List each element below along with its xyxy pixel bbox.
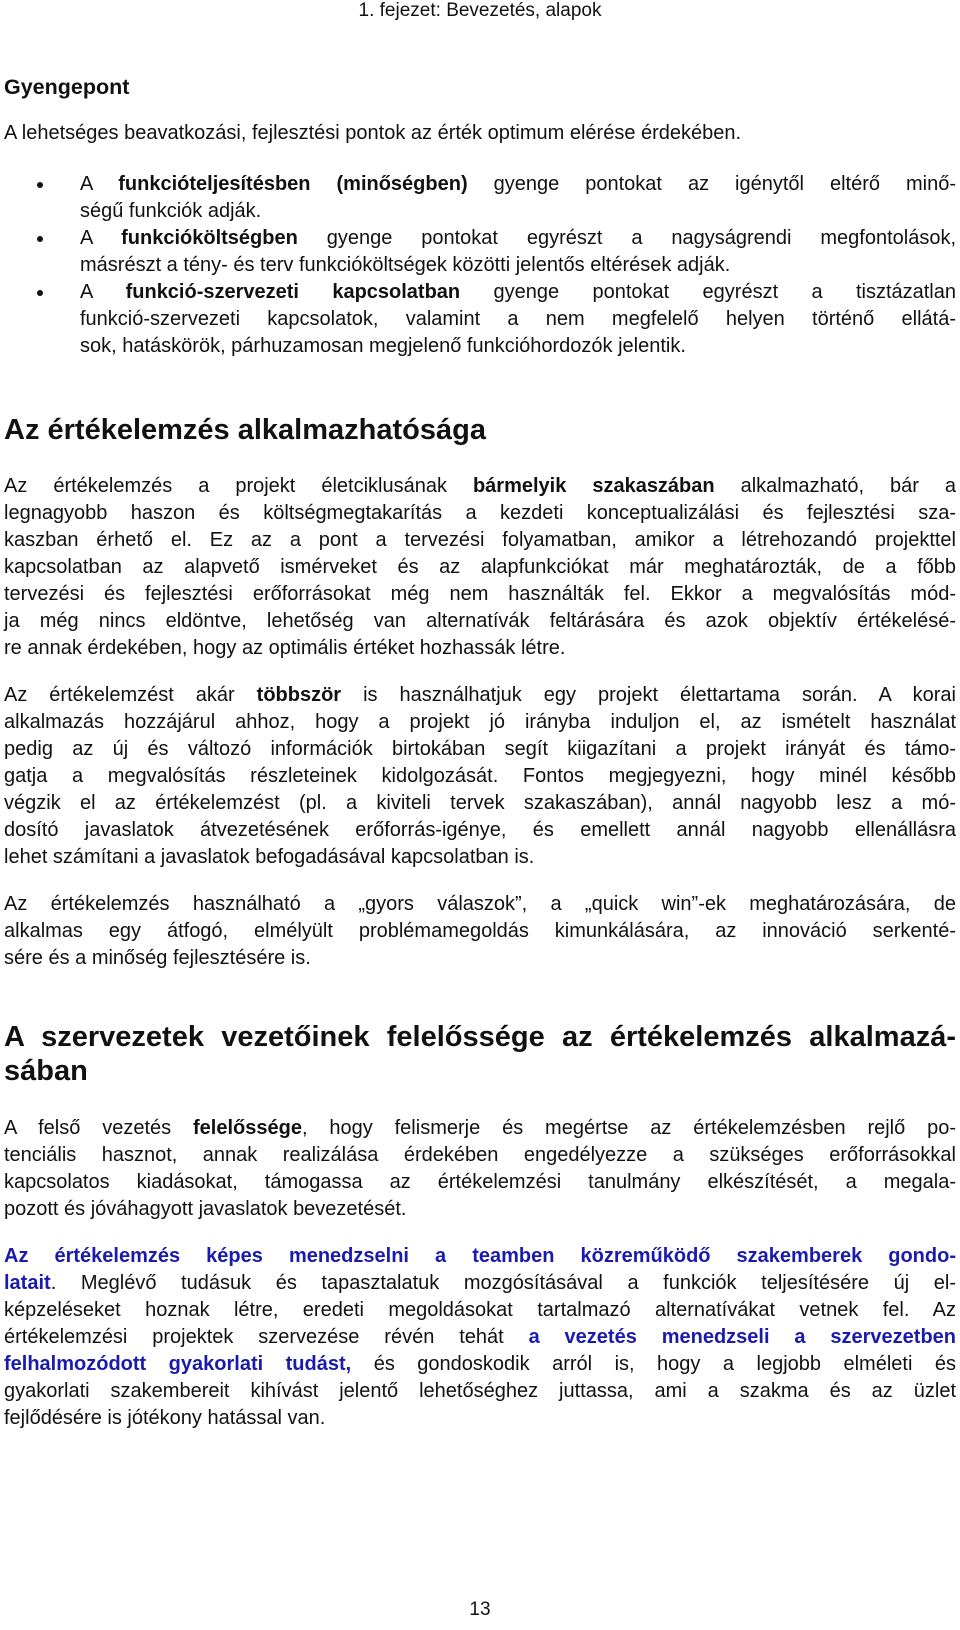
text-line: gatja a megvalósítás részleteinek kidolgozását. Fontos megjegyezni, hogy minél később [4,765,956,787]
page-content [4,74,956,1432]
text-line: sére és a minőség fejlesztésére is. [4,947,311,969]
text-line: alkalmas egy átfogó, elmélyült problémamegoldás kimunkálására, az innováció serkenté- [4,920,956,942]
text-run: , hogy felismerje és megértse az értékelemzésben rejlő po- [301,1117,957,1139]
text-line: alkalmazás hozzájárul ahhoz, hogy a projekt jó irányba induljon el, az ismételt használat [4,711,956,733]
bullet-dot-icon [37,182,43,188]
list-item [4,225,956,279]
blue-emphasis: felhalmozódott gyakorlati tudást, [4,1353,352,1375]
text-line: sok, hatáskörök, párhuzamosan megjelenő funkcióhordozók jelentik. [80,335,686,357]
text-run: A felső vezetés [4,1117,194,1139]
heading-line: A szervezetek vezetőinek felelőssége az értékelemzés alkalmazá- [4,1021,956,1053]
text-line: pozott és jóváhagyott javaslatok bevezetését. [4,1198,407,1220]
section-heading-felelosseg [4,1020,956,1054]
text-run: A [80,227,122,249]
running-head: 1. fejezet: Bevezetés, alapok [358,0,602,21]
text-run: és gondoskodik arról is, hogy a legjobb elméleti és [351,1353,957,1375]
text-run: alkalmazható, bár a [714,475,956,497]
text-line: funkció-szervezeti kapcsolatok, valamint a nem megfelelő helyen történő ellátá- [80,308,956,330]
bold-term: többször [256,684,342,706]
text-line: lehet számítani a javaslatok befogadásával kapcsolatban is. [4,846,535,868]
list-item [4,279,956,360]
text-line: pedig az új és változó információk birtokában segít kiigazítani a projekt irányát és támo- [4,738,956,760]
bold-term: funkció-szervezeti kapcsolatban [125,281,461,303]
section-heading-alkalmazhatosag: Az értékelemzés alkalmazhatósága [4,414,486,446]
paragraph [4,1115,956,1223]
text-line: ségű funkciók adják. [80,200,262,222]
bold-term: felelőssége [193,1117,302,1139]
text-run: A [80,281,126,303]
text-run: . Meglévő tudásuk és tapasztalatuk mozgósításával a funkciók teljesítésére új el- [50,1272,956,1294]
bold-term: funkcióteljesítésben (minőségben) [118,173,468,195]
text-run: gyenge pontokat egyrészt a nagyságrendi megfontolások, [297,227,956,249]
paragraph [4,1243,956,1432]
text-run: is használhatjuk egy projekt élettartama során. A korai [341,684,956,706]
text-run: A [80,173,119,195]
text-line: Az értékelemzés használható a „gyors válaszok”, a „quick win”-ek meghatározására, de [4,893,956,915]
text-line: végzik el az értékelemzést (pl. a kiviteli tervek szakaszában), annál nagyobb lesz a mó- [4,792,956,814]
text-line: tenciális hasznot, annak realizálása érdekében engedélyezze a szükséges erőforrásokkal [4,1144,956,1166]
paragraph [4,682,956,871]
blue-emphasis: a vezetés menedzseli a szervezetben [528,1326,957,1348]
text-line: gyakorlati szakembereit kihívást jelentő lehetőséghez juttassa, ami a szakma és az üzlet [4,1380,956,1402]
text-line: másrészt a tény- és terv funkcióköltségek közötti jelentős eltérések adják. [80,254,731,276]
text-line: re annak érdekében, hogy az optimális értéket hozhassák létre. [4,637,566,659]
bullet-dot-icon [37,290,43,296]
text-line: fejlődésére is jótékony hatással van. [4,1407,326,1429]
bullet-dot-icon [37,236,43,242]
text-run: gyenge pontokat egyrészt a tisztázatlan [460,281,956,303]
text-line: ja még nincs eldöntve, lehetőség van alternatívák feltárására és azok objektív értékelésé- [4,610,956,632]
text-run: Az értékelemzést akár [4,684,257,706]
blue-emphasis: Az értékelemzés képes menedzselni a teamben közreműködő szakemberek gondo- [4,1245,956,1267]
text-line: dosító javaslatok átvezetésének erőforrás-igénye, és emellett annál nagyobb ellenállásra [4,819,956,841]
paragraph [4,473,956,662]
text-line: tervezési és fejlesztési erőforrásokat még nem használták fel. Ekkor a megvalósítás mód- [4,583,956,605]
bold-term: funkcióköltségben [121,227,298,249]
text-line: kapcsolatban az alapvető ismérveket és az alapfunkciókat már meghatározták, de a főbb [4,556,956,578]
list-item [4,171,956,225]
gyengepont-intro: A lehetséges beavatkozási, fejlesztési pontok az érték optimum elérése érdekében. [4,122,742,144]
gyengepont-bullet-list [4,171,956,360]
text-run: értékelemzési projektek szervezése révén tehát [4,1326,529,1348]
paragraph [4,891,956,972]
bold-term: bármelyik szakaszában [472,475,715,497]
section-heading-gyengepont: Gyengepont [4,75,130,99]
text-line: kapcsolatos kiadásokat, támogassa az értékelemzési tanulmány elkészítését, a megala- [4,1171,956,1193]
text-line: legnagyobb haszon és költségmegtakarítás a kezdeti konceptualizálási és fejlesztési sza- [4,502,956,524]
heading-line: sában [4,1055,88,1087]
text-run: gyenge pontokat az igénytől eltérő minő- [467,173,957,195]
blue-emphasis: latait [4,1272,51,1294]
text-line: kaszban érhető el. Ez az a pont a tervezési folyamatban, amikor a létrehozandó projekttel [4,529,956,551]
page-number: 13 [469,1599,491,1620]
text-line: képzeléseket hoznak létre, eredeti megoldásokat tartalmazó alternatívákat vetnek fel. Az [4,1299,956,1321]
text-run: Az értékelemzés a projekt életciklusának [4,475,473,497]
